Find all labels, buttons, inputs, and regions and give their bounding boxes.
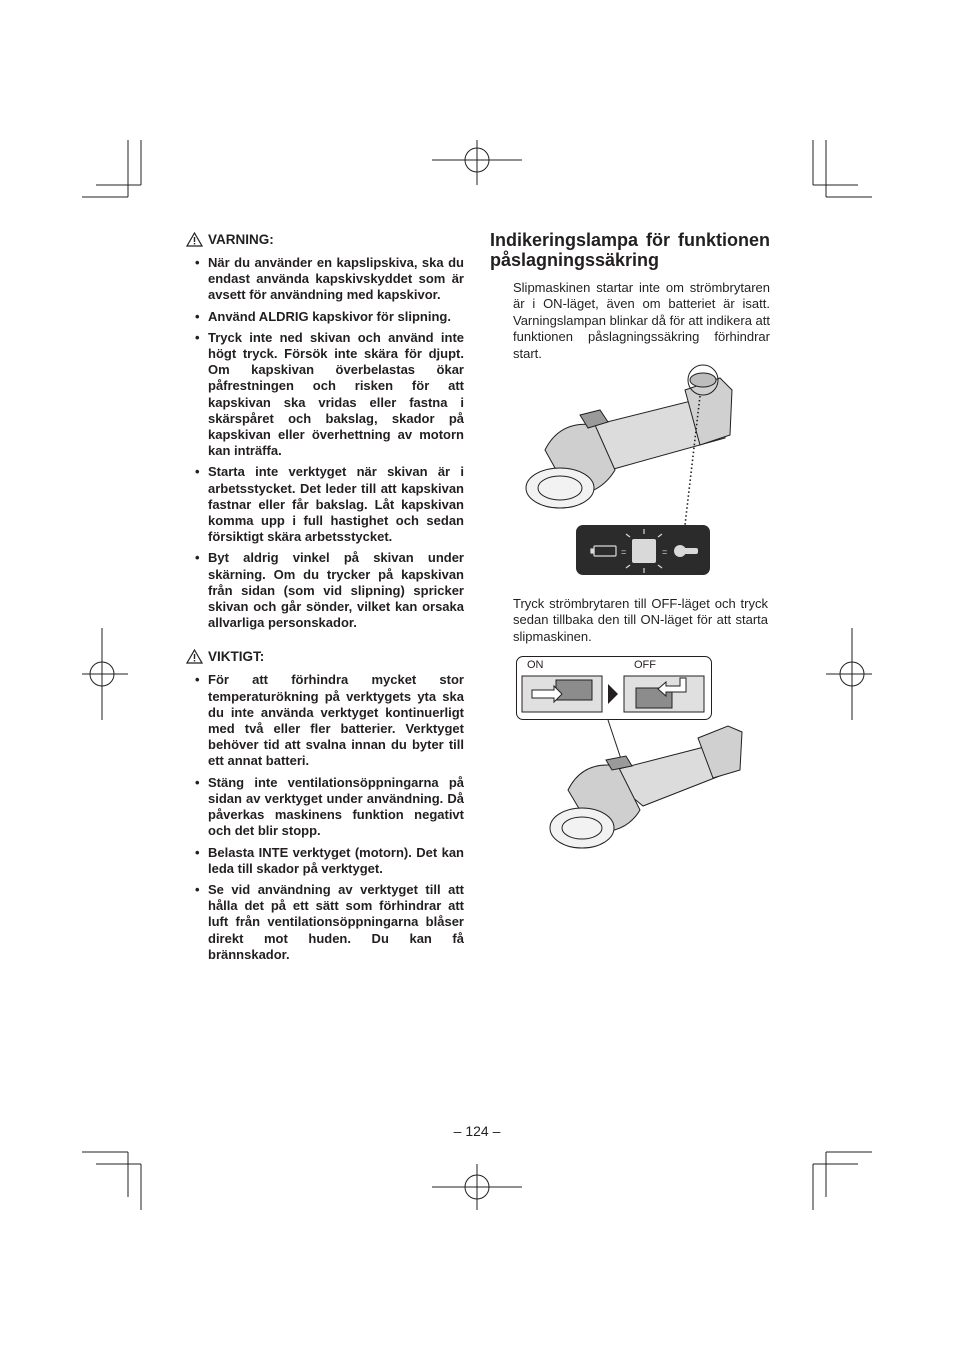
paragraph-intro: Slipmaskinen startar inte om strömbrytaren är i ON-läget, även om batteriet är isatt. Varningslampan blinkar då för att indikera att funktionen påslagningssäkring förhindrar start. [513, 280, 771, 361]
switch-illustration [520, 672, 708, 716]
important-list [186, 672, 464, 962]
section-heading: Indikeringslampa för funktionen påslagningssäkring [490, 230, 770, 270]
list-item: • Använd ALDRIG kapskivor för slipning. [208, 309, 464, 325]
off-label: OFF [634, 659, 656, 671]
grinder-figure [548, 718, 748, 858]
warning-list [186, 255, 464, 631]
list-item: • Byt aldrig vinkel på skivan under skärning. Om du trycker på kapskivan från sidan (som vid slipning) spricker skivan och går sönder, vilket kan orsaka allvarliga personskador. [208, 550, 464, 631]
warning-title: VARNING: [208, 232, 274, 247]
list-item: • När du använder en kapslipskiva, ska du endast använda kapskivskyddet som är avsett för användning med kapskivor. [208, 255, 464, 304]
list-item: • Se vid användning av verktyget till att hålla det på ett sätt som förhindrar att luft från ventilationsöppningarna blåser direkt mot huden. Du kan få brännskador. [208, 882, 464, 963]
svg-text:=: = [621, 547, 627, 557]
list-item: • Belasta INTE verktyget (motorn). Det kan leda till skador på verktyget. [208, 845, 464, 877]
on-label: ON [527, 659, 544, 671]
grinder-indicator-figure [520, 360, 770, 582]
right-column [490, 230, 770, 362]
paragraph-reset: Tryck strömbrytaren till OFF-läget och tryck sedan tillbaka den till ON-läget för att starta slipmaskinen. [513, 596, 768, 644]
left-column [186, 232, 464, 968]
warning-heading [186, 232, 464, 247]
svg-text:=: = [662, 547, 668, 557]
important-title: VIKTIGT: [208, 649, 265, 665]
warning-triangle-icon [186, 649, 203, 664]
list-item: • Starta inte verktyget när skivan är i arbetsstycket. Det leder till att kapskivan fastnar eller får bakslag. Låt kapskivan komma upp i full hastighet och sedan försiktigt skära arbetsstycket. [208, 464, 464, 545]
list-item: • För att förhindra mycket stor temperaturökning på verktygets yta ska du inte använda verktyget kontinuerligt med två eller fler batterier. Verktyget behöver tid att svalna innan du byter till ett annat batteri. [208, 672, 464, 769]
list-item: • Stäng inte ventilationsöppningarna på sidan av verktyget under användning. Då påverkas maskinens funktion negativt och det blir stopp. [208, 775, 464, 840]
important-heading [186, 649, 464, 664]
warning-triangle-icon [186, 232, 203, 247]
list-item: • Tryck inte ned skivan och använd inte högt tryck. Försök inte skära för djupt. Om kapskivan överbelastas ökar påfrestningen och risken för att kapskivan ska vridas eller fastna i skärspåret och bakslag, skador på kapskivan eller överhettning av motorn kan inträffa. [208, 330, 464, 460]
page-number: – 124 – [453, 1123, 501, 1139]
